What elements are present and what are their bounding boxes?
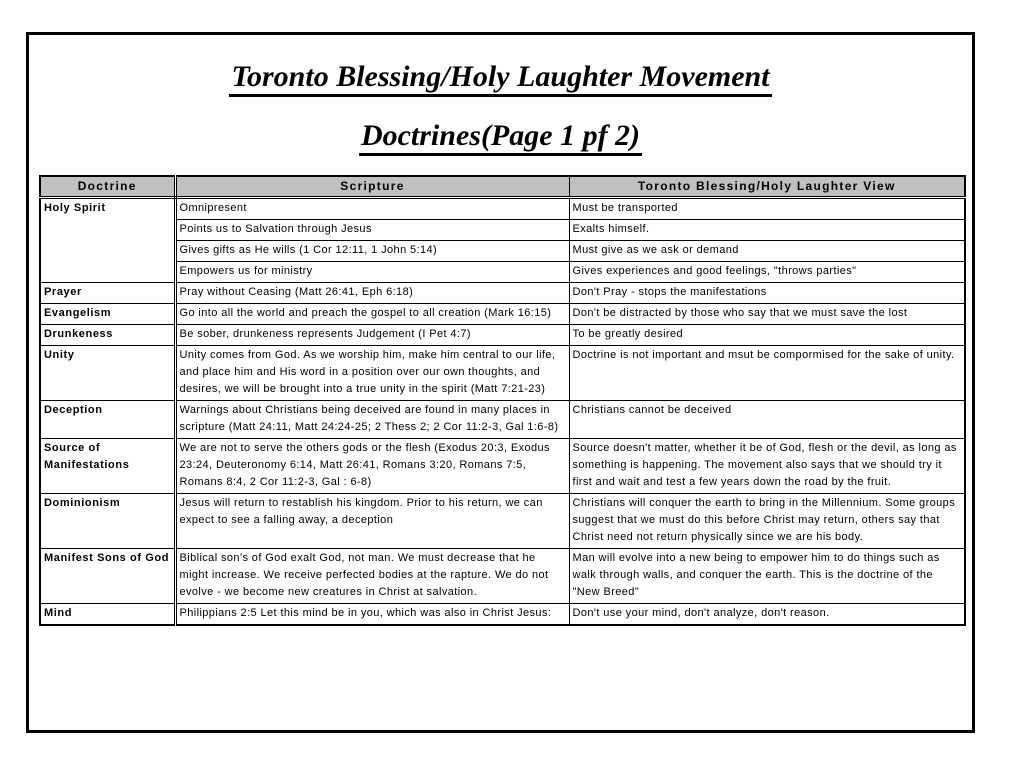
document-page <box>26 32 975 733</box>
doctrine-cell: Evangelism <box>40 304 175 325</box>
doctrines-table <box>39 175 966 626</box>
table-row <box>40 325 965 346</box>
table-row <box>40 346 965 401</box>
view-cell: Christians will conquer the earth to bring in the Millennium. Some groups suggest that we must do this before Christ may return, others say that Christ need not return physically since we are his body. <box>569 494 965 549</box>
view-cell: Don't use your mind, don't analyze, don't reason. <box>569 604 965 626</box>
view-cell: Doctrine is not important and msut be compormised for the sake of unity. <box>569 346 965 401</box>
page-subtitle-row <box>29 120 972 156</box>
doctrine-cell: Source of Manifestations <box>40 439 175 494</box>
table-row <box>40 439 965 494</box>
view-cell: Gives experiences and good feelings, "throws parties" <box>569 262 965 283</box>
view-cell: To be greatly desired <box>569 325 965 346</box>
table-row <box>40 604 965 626</box>
column-header-view: Toronto Blessing/Holy Laughter View <box>569 176 965 198</box>
column-header-scripture: Scripture <box>175 176 569 198</box>
scripture-cell: Pray without Ceasing (Matt 26:41, Eph 6:18) <box>175 283 569 304</box>
doctrine-cell: Manifest Sons of God <box>40 549 175 604</box>
view-cell: Christians cannot be deceived <box>569 401 965 439</box>
page-subtitle: Doctrines(Page 1 pf 2) <box>359 120 642 156</box>
scripture-cell: Go into all the world and preach the gospel to all creation (Mark 16:15) <box>175 304 569 325</box>
table-header-row <box>40 176 965 198</box>
table-row <box>40 494 965 549</box>
doctrine-cell: Deception <box>40 401 175 439</box>
doctrine-cell: Drunkeness <box>40 325 175 346</box>
scripture-cell: Biblical son's of God exalt God, not man. We must decrease that he might increase. We receive perfected bodies at the rapture. We do not evolve - we become new creatures in Christ at salvation. <box>175 549 569 604</box>
doctrine-cell: Holy Spirit <box>40 198 175 283</box>
scripture-cell: Omnipresent <box>175 198 569 220</box>
doctrine-cell: Dominionism <box>40 494 175 549</box>
doctrine-cell: Prayer <box>40 283 175 304</box>
scripture-cell: Be sober, drunkeness represents Judgement (I Pet 4:7) <box>175 325 569 346</box>
table-row <box>40 283 965 304</box>
view-cell: Man will evolve into a new being to empower him to do things such as walk through walls, and conquer the earth. This is the doctrine of the "New Breed" <box>569 549 965 604</box>
doctrine-cell: Mind <box>40 604 175 626</box>
scripture-cell: Gives gifts as He wills (1 Cor 12:11, 1 John 5:14) <box>175 241 569 262</box>
scripture-cell: Jesus will return to restablish his kingdom. Prior to his return, we can expect to see a falling away, a deception <box>175 494 569 549</box>
doctrine-cell: Unity <box>40 346 175 401</box>
table-row <box>40 549 965 604</box>
table-body <box>40 198 965 626</box>
table-row <box>40 401 965 439</box>
scripture-cell: Philippians 2:5 Let this mind be in you, which was also in Christ Jesus: <box>175 604 569 626</box>
view-cell: Source doesn't matter, whether it be of God, flesh or the devil, as long as something is happening. The movement also says that we should try it first and wait and test a few years down the road by the fruit. <box>569 439 965 494</box>
page-title: Toronto Blessing/Holy Laughter Movement <box>229 61 771 97</box>
scripture-cell: Unity comes from God. As we worship him, make him central to our life, and place him and His word in a position over our own thoughts, and desires, we will be brought into a true unity in the spirit (Matt 7:21-23) <box>175 346 569 401</box>
table-row <box>40 262 965 283</box>
table-row <box>40 304 965 325</box>
scripture-cell: Points us to Salvation through Jesus <box>175 220 569 241</box>
view-cell: Don't Pray - stops the manifestations <box>569 283 965 304</box>
scripture-cell: Empowers us for ministry <box>175 262 569 283</box>
page-title-row <box>29 61 972 97</box>
view-cell: Must be transported <box>569 198 965 220</box>
column-header-doctrine: Doctrine <box>40 176 175 198</box>
view-cell: Must give as we ask or demand <box>569 241 965 262</box>
table-row <box>40 241 965 262</box>
view-cell: Don't be distracted by those who say that we must save the lost <box>569 304 965 325</box>
scripture-cell: We are not to serve the others gods or the flesh (Exodus 20:3, Exodus 23:24, Deuteronomy 6:14, Matt 26:41, Romans 3:20, Romans 7:5, Romans 8:4, 2 Cor 11:2-3, Gal : 6-8) <box>175 439 569 494</box>
table-row <box>40 198 965 220</box>
view-cell: Exalts himself. <box>569 220 965 241</box>
table-row <box>40 220 965 241</box>
scripture-cell: Warnings about Christians being deceived are found in many places in scripture (Matt 24:11, Matt 24:24-25; 2 Thess 2; 2 Cor 11:2-3, Gal 1:6-8) <box>175 401 569 439</box>
